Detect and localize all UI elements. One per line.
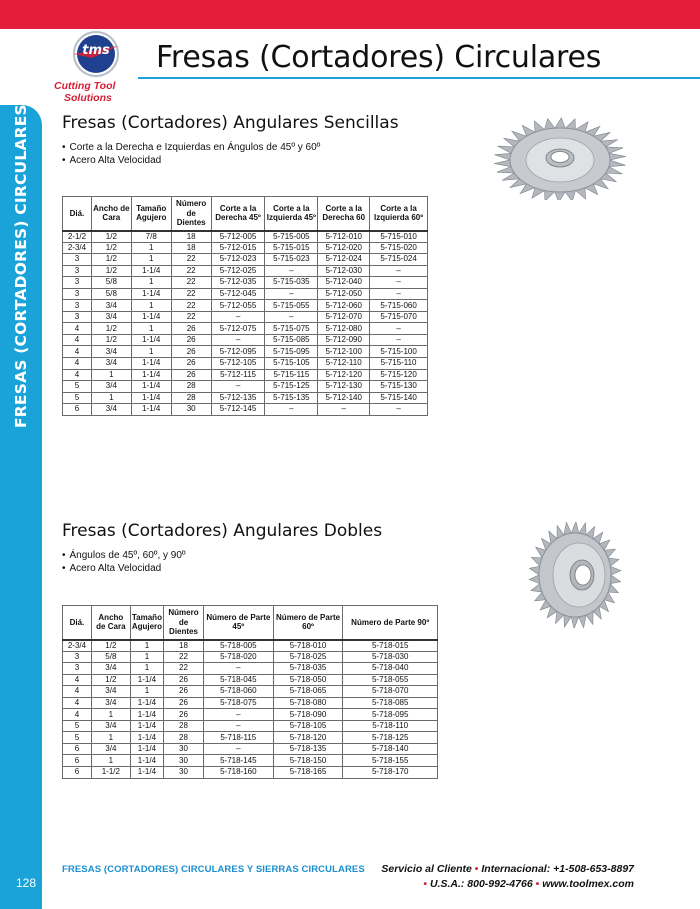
- table-cell: 5-712-075: [211, 323, 265, 335]
- table-cell: 5-715-130: [370, 381, 428, 393]
- table-cell: 5-712-105: [211, 358, 265, 370]
- column-header: Número de Dientes: [164, 606, 204, 640]
- table-cell: 4: [63, 686, 92, 698]
- table-cell: 5-712-024: [318, 254, 370, 266]
- table-cell: 26: [171, 346, 211, 358]
- table-cell: 5-718-170: [343, 767, 438, 779]
- table-cell: 5-718-065: [273, 686, 343, 698]
- table-cell: 1: [91, 392, 131, 404]
- table-cell: 5-712-145: [211, 404, 265, 416]
- table-cell: 1-1/4: [131, 311, 171, 323]
- table-row: [63, 231, 428, 243]
- table-cell: 30: [164, 767, 204, 779]
- table-cell: 28: [171, 392, 211, 404]
- table-row: [63, 358, 428, 370]
- column-header: Diá.: [63, 606, 92, 640]
- table-cell: 1: [130, 686, 163, 698]
- table-cell: 1: [91, 755, 130, 767]
- section1-title: Fresas (Cortadores) Angulares Sencillas: [62, 113, 399, 133]
- table-cell: 5-712-135: [211, 392, 265, 404]
- table-cell: 5-712-115: [211, 369, 265, 381]
- table-cell: 5-718-060: [203, 686, 273, 698]
- table-row: [63, 265, 428, 277]
- table-cell: 22: [171, 300, 211, 312]
- page-number: 128: [16, 876, 37, 890]
- table-cell: 1: [91, 709, 130, 721]
- table-cell: 5-712-040: [318, 277, 370, 289]
- table-cell: 22: [164, 663, 204, 675]
- table-cell: 5-718-070: [343, 686, 438, 698]
- table-cell: 1: [130, 651, 163, 663]
- table-cell: 1-1/4: [130, 720, 163, 732]
- table-cell: 5-718-035: [273, 663, 343, 675]
- table-cell: 5/8: [91, 288, 131, 300]
- table-cell: 22: [171, 254, 211, 266]
- table-cell: 5-718-020: [203, 651, 273, 663]
- title-divider: [138, 77, 700, 79]
- double-angle-cutter-image: [525, 522, 625, 628]
- column-header: Ancho de Cara: [91, 197, 131, 231]
- table-cell: 5-712-055: [211, 300, 265, 312]
- table-cell: 5-718-110: [343, 720, 438, 732]
- table-cell: 5-715-024: [370, 254, 428, 266]
- table-cell: 22: [171, 288, 211, 300]
- table-cell: 3/4: [91, 743, 130, 755]
- table-cell: 5-715-140: [370, 392, 428, 404]
- table-cell: 5-718-080: [273, 697, 343, 709]
- table-cell: 30: [164, 743, 204, 755]
- section2-bullets: [62, 549, 186, 575]
- table-cell: 5-718-010: [273, 640, 343, 652]
- footer-contact: Servicio al Cliente • Internacional: +1-508-653-8897 • U.S.A.: 800-992-4766 • www.toolmex.com: [381, 863, 634, 890]
- table-cell: 4: [63, 358, 92, 370]
- table-cell: 6: [63, 755, 92, 767]
- logo-tagline: Cutting Tool Solutions: [54, 80, 116, 104]
- table-cell: 5-715-120: [370, 369, 428, 381]
- table-cell: –: [203, 663, 273, 675]
- table-cell: 5-718-150: [273, 755, 343, 767]
- bullet-item: • Acero Alta Velocidad: [62, 154, 320, 167]
- table-cell: 3/4: [91, 720, 130, 732]
- table-cell: –: [370, 404, 428, 416]
- double-angle-table: [62, 605, 438, 779]
- table-cell: –: [203, 743, 273, 755]
- table-row: [63, 311, 428, 323]
- table-cell: 5-712-023: [211, 254, 265, 266]
- table-cell: 1: [131, 323, 171, 335]
- column-header: Número de Parte 90º: [343, 606, 438, 640]
- table-cell: 5-712-140: [318, 392, 370, 404]
- table-cell: 26: [171, 369, 211, 381]
- column-header: Corte a la Derecha 60: [318, 197, 370, 231]
- table-cell: 5-718-055: [343, 674, 438, 686]
- table-cell: 22: [171, 311, 211, 323]
- table-cell: 5-718-135: [273, 743, 343, 755]
- table-cell: 18: [171, 231, 211, 243]
- table-cell: 5-718-005: [203, 640, 273, 652]
- table-cell: 28: [164, 720, 204, 732]
- table-row: [63, 381, 428, 393]
- footer-category: FRESAS (CORTADORES) CIRCULARES Y SIERRAS CIRCULARES: [62, 864, 365, 875]
- service-label: Servicio al Cliente: [381, 863, 472, 875]
- table-cell: 1-1/4: [131, 404, 171, 416]
- table-cell: 5-712-035: [211, 277, 265, 289]
- table-cell: 1: [130, 640, 163, 652]
- section1-bullets: [62, 141, 320, 167]
- table-cell: –: [318, 404, 370, 416]
- table-cell: 1: [131, 277, 171, 289]
- table-cell: 26: [164, 674, 204, 686]
- table-row: [63, 369, 428, 381]
- logo: [62, 30, 130, 82]
- table-cell: 6: [63, 404, 92, 416]
- table-cell: 1/2: [91, 640, 130, 652]
- table-cell: 5-715-100: [370, 346, 428, 358]
- table-cell: 3: [63, 277, 92, 289]
- table-cell: 1-1/4: [131, 288, 171, 300]
- table-cell: 5-715-015: [265, 242, 318, 254]
- table-cell: 5-715-095: [265, 346, 318, 358]
- table-cell: 3/4: [91, 358, 131, 370]
- table-cell: 5-712-100: [318, 346, 370, 358]
- table-cell: 5-712-090: [318, 334, 370, 346]
- single-angle-table: [62, 196, 428, 416]
- table-cell: 1-1/2: [91, 767, 130, 779]
- table-cell: 5-712-050: [318, 288, 370, 300]
- column-header: Corte a la Izquierda 60º: [370, 197, 428, 231]
- table-row: [63, 640, 438, 652]
- table-cell: 7/8: [131, 231, 171, 243]
- table-cell: 1-1/4: [130, 743, 163, 755]
- table-cell: 5-718-075: [203, 697, 273, 709]
- table-cell: 5-718-115: [203, 732, 273, 744]
- table-row: [63, 674, 438, 686]
- table-cell: 3/4: [91, 346, 131, 358]
- table-cell: 5-712-045: [211, 288, 265, 300]
- table-cell: 1-1/4: [130, 767, 163, 779]
- logo-shield-icon: [62, 30, 130, 82]
- table-cell: –: [265, 288, 318, 300]
- table-cell: 1-1/4: [130, 674, 163, 686]
- table-cell: 4: [63, 346, 92, 358]
- table-cell: 5-715-110: [370, 358, 428, 370]
- table-cell: 5-718-155: [343, 755, 438, 767]
- table-cell: 1-1/4: [131, 392, 171, 404]
- table-cell: –: [370, 323, 428, 335]
- table-cell: 2-3/4: [63, 242, 92, 254]
- table-cell: 5-712-010: [318, 231, 370, 243]
- column-header: Corte a la Izquierda 45º: [265, 197, 318, 231]
- table-cell: 5-712-130: [318, 381, 370, 393]
- table-cell: 28: [164, 732, 204, 744]
- table-cell: –: [370, 288, 428, 300]
- table-cell: 5-712-005: [211, 231, 265, 243]
- table-cell: 5-712-015: [211, 242, 265, 254]
- table-cell: 3/4: [91, 300, 131, 312]
- table-cell: 26: [164, 709, 204, 721]
- section2-title: Fresas (Cortadores) Angulares Dobles: [62, 521, 383, 541]
- table-cell: 5-718-140: [343, 743, 438, 755]
- table-row: [63, 697, 438, 709]
- table-cell: 5-712-120: [318, 369, 370, 381]
- column-header: Diá.: [63, 197, 92, 231]
- usa-phone: U.S.A.: 800-992-4766: [429, 878, 533, 890]
- table-cell: 5-718-095: [343, 709, 438, 721]
- table-row: [63, 254, 428, 266]
- table-cell: 5-718-165: [273, 767, 343, 779]
- bullet-item: • Acero Alta Velocidad: [62, 562, 186, 575]
- page-title: Fresas (Cortadores) Circulares: [156, 40, 602, 75]
- table-cell: 4: [63, 709, 92, 721]
- table-cell: 5-718-105: [273, 720, 343, 732]
- table-cell: 5-712-110: [318, 358, 370, 370]
- table-cell: 5-718-090: [273, 709, 343, 721]
- table-cell: –: [370, 334, 428, 346]
- table-cell: 5: [63, 732, 92, 744]
- table-cell: 4: [63, 323, 92, 335]
- table-cell: 5-712-020: [318, 242, 370, 254]
- table-cell: 3: [63, 300, 92, 312]
- table-cell: 5-718-120: [273, 732, 343, 744]
- table-cell: 3: [63, 663, 92, 675]
- table-cell: 4: [63, 697, 92, 709]
- column-header: Tamaño Agujero: [130, 606, 163, 640]
- table-row: [63, 732, 438, 744]
- table-cell: 6: [63, 767, 92, 779]
- table-cell: 5-718-085: [343, 697, 438, 709]
- table-cell: 1/2: [91, 323, 131, 335]
- table-cell: 26: [171, 323, 211, 335]
- table-cell: 26: [164, 697, 204, 709]
- table-cell: –: [370, 265, 428, 277]
- top-red-bar: [0, 0, 700, 29]
- table-cell: –: [370, 277, 428, 289]
- column-header: Número de Dientes: [171, 197, 211, 231]
- single-angle-cutter-image: [490, 112, 630, 200]
- table-cell: 4: [63, 674, 92, 686]
- table-cell: 5-718-050: [273, 674, 343, 686]
- table-cell: –: [203, 709, 273, 721]
- table-cell: 1/2: [91, 334, 131, 346]
- table-cell: 28: [171, 381, 211, 393]
- table-cell: 26: [171, 358, 211, 370]
- table-cell: 30: [171, 404, 211, 416]
- table-cell: 4: [63, 334, 92, 346]
- table-cell: 5-715-075: [265, 323, 318, 335]
- table-cell: 1: [130, 663, 163, 675]
- table-cell: 5-715-060: [370, 300, 428, 312]
- table-cell: 5-715-020: [370, 242, 428, 254]
- table-cell: –: [211, 311, 265, 323]
- table-cell: 5-715-035: [265, 277, 318, 289]
- table-row: [63, 288, 428, 300]
- table-cell: 1: [131, 346, 171, 358]
- column-header: Tamaño Agujero: [131, 197, 171, 231]
- table-row: [63, 242, 428, 254]
- table-row: [63, 663, 438, 675]
- table-cell: 22: [164, 651, 204, 663]
- table-row: [63, 334, 428, 346]
- international-phone: Internacional: +1-508-653-8897: [481, 863, 634, 875]
- table-cell: 3/4: [91, 404, 131, 416]
- table-cell: 5-715-070: [370, 311, 428, 323]
- column-header: Número de Parte 45º: [203, 606, 273, 640]
- column-header: Ancho de Cara: [91, 606, 130, 640]
- table-cell: 5-715-010: [370, 231, 428, 243]
- table-cell: 1-1/4: [130, 755, 163, 767]
- website-link[interactable]: www.toolmex.com: [542, 878, 634, 890]
- table-cell: –: [265, 311, 318, 323]
- table-header-row: [63, 606, 438, 640]
- table-cell: 5-712-030: [318, 265, 370, 277]
- table-cell: 22: [171, 265, 211, 277]
- table-cell: 3/4: [91, 686, 130, 698]
- table-cell: 2-1/2: [63, 231, 92, 243]
- table-cell: 1/2: [91, 242, 131, 254]
- table-cell: 5-718-015: [343, 640, 438, 652]
- table-cell: 1-1/4: [131, 334, 171, 346]
- table-cell: 1-1/4: [131, 265, 171, 277]
- table-cell: 1/2: [91, 265, 131, 277]
- table-cell: 5: [63, 392, 92, 404]
- table-cell: 5-718-025: [273, 651, 343, 663]
- table-cell: 5: [63, 720, 92, 732]
- table-cell: 1: [131, 242, 171, 254]
- table-cell: 5-715-115: [265, 369, 318, 381]
- table-cell: 1-1/4: [130, 697, 163, 709]
- table-cell: 3: [63, 254, 92, 266]
- table-cell: 5-715-105: [265, 358, 318, 370]
- table-cell: 30: [164, 755, 204, 767]
- table-cell: 26: [164, 686, 204, 698]
- table-row: [63, 686, 438, 698]
- table-cell: 3: [63, 651, 92, 663]
- table-cell: 5-715-125: [265, 381, 318, 393]
- table-cell: 3/4: [91, 311, 131, 323]
- table-cell: 3/4: [91, 663, 130, 675]
- table-cell: 4: [63, 369, 92, 381]
- table-cell: 5-712-095: [211, 346, 265, 358]
- table-cell: 3/4: [91, 697, 130, 709]
- table-cell: 26: [171, 334, 211, 346]
- table-cell: –: [265, 265, 318, 277]
- table-row: [63, 755, 438, 767]
- table-row: [63, 709, 438, 721]
- table-cell: 3: [63, 311, 92, 323]
- table-row: [63, 720, 438, 732]
- table-cell: 1: [91, 369, 131, 381]
- table-cell: –: [211, 334, 265, 346]
- table-cell: 5-718-045: [203, 674, 273, 686]
- table-cell: 3: [63, 288, 92, 300]
- bullet-item: • Ángulos de 45º, 60º, y 90º: [62, 549, 186, 562]
- table-cell: 3: [63, 265, 92, 277]
- table-cell: 5-718-030: [343, 651, 438, 663]
- table-cell: 5: [63, 381, 92, 393]
- column-header: Corte a la Derecha 45º: [211, 197, 265, 231]
- table-cell: 5-712-080: [318, 323, 370, 335]
- table-cell: –: [211, 381, 265, 393]
- table-cell: 1: [131, 300, 171, 312]
- table-cell: 1-1/4: [130, 709, 163, 721]
- table-row: [63, 300, 428, 312]
- table-cell: 5-715-023: [265, 254, 318, 266]
- table-cell: 6: [63, 743, 92, 755]
- table-cell: 5-712-070: [318, 311, 370, 323]
- table-cell: 18: [164, 640, 204, 652]
- column-header: Número de Parte 60º: [273, 606, 343, 640]
- table-row: [63, 404, 428, 416]
- table-row: [63, 767, 438, 779]
- svg-text:tms: tms: [82, 43, 110, 58]
- table-cell: 5/8: [91, 277, 131, 289]
- table-row: [63, 277, 428, 289]
- table-cell: 1: [131, 254, 171, 266]
- table-cell: 5/8: [91, 651, 130, 663]
- table-cell: 2-3/4: [63, 640, 92, 652]
- table-row: [63, 346, 428, 358]
- table-row: [63, 323, 428, 335]
- table-cell: 1: [91, 732, 130, 744]
- table-cell: 1/2: [91, 231, 131, 243]
- table-cell: 5-715-135: [265, 392, 318, 404]
- table-cell: 5-718-040: [343, 663, 438, 675]
- table-row: [63, 392, 428, 404]
- table-cell: 22: [171, 277, 211, 289]
- table-cell: 5-718-125: [343, 732, 438, 744]
- table-cell: 1/2: [91, 254, 131, 266]
- table-row: [63, 743, 438, 755]
- table-cell: 1-1/4: [131, 358, 171, 370]
- table-cell: –: [265, 404, 318, 416]
- table-cell: 1/2: [91, 674, 130, 686]
- table-cell: 1-1/4: [131, 381, 171, 393]
- table-cell: 5-715-005: [265, 231, 318, 243]
- table-cell: 5-715-055: [265, 300, 318, 312]
- table-cell: 5-712-060: [318, 300, 370, 312]
- table-cell: 5-712-025: [211, 265, 265, 277]
- table-header-row: [63, 197, 428, 231]
- table-cell: 18: [171, 242, 211, 254]
- table-cell: 5-718-145: [203, 755, 273, 767]
- table-cell: 5-715-085: [265, 334, 318, 346]
- table-row: [63, 651, 438, 663]
- table-cell: 3/4: [91, 381, 131, 393]
- table-cell: 1-1/4: [131, 369, 171, 381]
- table-cell: –: [203, 720, 273, 732]
- table-cell: 5-718-160: [203, 767, 273, 779]
- bullet-item: • Corte a la Derecha e Izquierdas en Ángulos de 45º y 60º: [62, 141, 320, 154]
- table-cell: 1-1/4: [130, 732, 163, 744]
